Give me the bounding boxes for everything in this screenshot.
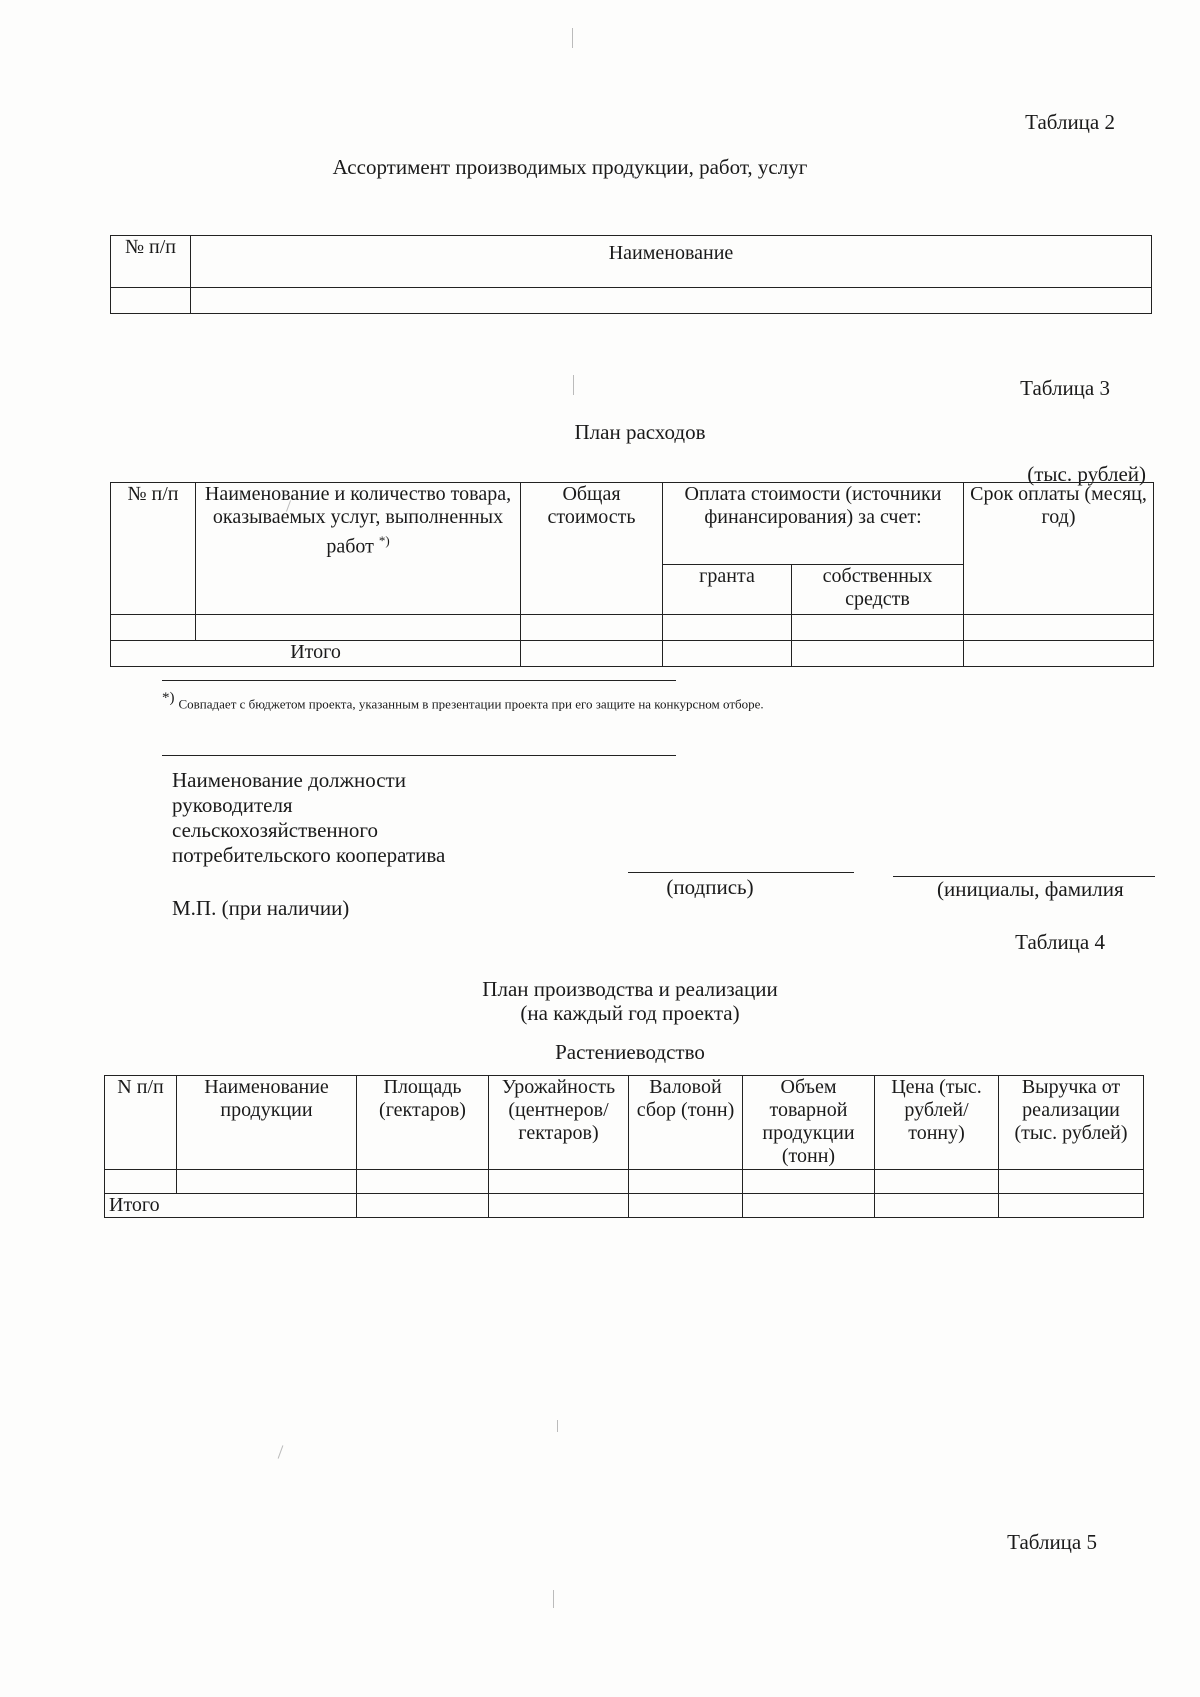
table2-title: Ассортимент производимых продукции, работ, услуг xyxy=(332,155,808,179)
footnote-marker: *) xyxy=(162,690,175,706)
table4-cell[interactable] xyxy=(999,1170,1144,1194)
footnote-separator xyxy=(162,680,676,681)
table3-cell[interactable] xyxy=(663,615,792,641)
position-line: сельскохозяйственного xyxy=(172,818,378,842)
table3-total-label: Итого xyxy=(111,641,521,667)
table4-total-cell[interactable] xyxy=(743,1194,875,1218)
table4-title xyxy=(430,977,830,1025)
stamp-label: М.П. (при наличии) xyxy=(172,896,350,920)
table2-cell-name[interactable] xyxy=(191,288,1152,314)
table4-header-yield: Урожайность (центнеров/ гектаров) xyxy=(489,1076,629,1170)
table4-title-line2: (на каждый год проекта) xyxy=(520,1001,740,1025)
table4-total-cell[interactable] xyxy=(357,1194,489,1218)
table3-unit: (тыс. рублей) xyxy=(1027,462,1146,486)
table2-assortment xyxy=(110,235,1152,314)
table2-header-name: Наименование xyxy=(191,236,1152,288)
signature-line[interactable] xyxy=(628,872,854,873)
table3-cell[interactable] xyxy=(111,615,196,641)
table4-cell[interactable] xyxy=(875,1170,999,1194)
table3-total-cell[interactable] xyxy=(792,641,964,667)
table4-header-number: N п/п xyxy=(105,1076,177,1170)
table3-cell[interactable] xyxy=(792,615,964,641)
table4-total-cell[interactable] xyxy=(629,1194,743,1218)
table3-header-number: № п/п xyxy=(111,483,196,615)
position-line: Наименование должности xyxy=(172,768,406,792)
table3-header-term: Срок оплаты (месяц, год) xyxy=(964,483,1154,615)
table3-header-total-cost: Общая стоимость xyxy=(521,483,663,615)
table3-total-cell[interactable] xyxy=(521,641,663,667)
table3-expense-plan xyxy=(110,482,1154,667)
footnote xyxy=(162,690,1062,713)
table4-total-cell[interactable] xyxy=(999,1194,1144,1218)
table4-subtitle: Растениеводство xyxy=(555,1040,705,1064)
position-title xyxy=(172,768,445,868)
signature-label: (подпись) xyxy=(666,875,754,899)
table4-cell[interactable] xyxy=(357,1170,489,1194)
table3-header-name-text: Наименование и количество товара, оказываемых услуг, выполненных работ xyxy=(204,483,512,558)
table4-header-revenue: Выручка от реализации (тыс. рублей) xyxy=(999,1076,1144,1170)
name-label: (инициалы, фамилия xyxy=(937,877,1124,901)
table4-header-price: Цена (тыс. рублей/ тонну) xyxy=(875,1076,999,1170)
position-line: потребительского кооператива xyxy=(172,843,446,867)
table4-cell[interactable] xyxy=(489,1170,629,1194)
table3-total-cell[interactable] xyxy=(663,641,792,667)
table4-header-commodity-volume: Объем товарной продукции (тонн) xyxy=(743,1076,875,1170)
table2-header-number: № п/п xyxy=(111,236,191,288)
table4-header-gross-harvest: Валовой сбор (тонн) xyxy=(629,1076,743,1170)
table4-production-plan xyxy=(104,1075,1144,1218)
table4-cell[interactable] xyxy=(177,1170,357,1194)
table4-cell[interactable] xyxy=(105,1170,177,1194)
table3-cell[interactable] xyxy=(964,615,1154,641)
table4-cell[interactable] xyxy=(743,1170,875,1194)
table4-label: Таблица 4 xyxy=(1015,930,1105,954)
table3-cell[interactable] xyxy=(521,615,663,641)
footnote-text: Совпадает с бюджетом проекта, указанным в презентации проекта при его защите на конкурсном отборе. xyxy=(178,696,764,712)
table3-header-payment: Оплата стоимости (источники финансирования) за счет: xyxy=(663,483,964,565)
table4-cell[interactable] xyxy=(629,1170,743,1194)
table4-total-label: Итого xyxy=(105,1194,357,1218)
table3-header-grant: гранта xyxy=(663,565,792,615)
signature-separator xyxy=(162,755,676,756)
table4-total-cell[interactable] xyxy=(875,1194,999,1218)
table2-cell-number[interactable] xyxy=(111,288,191,314)
table3-footnote-marker: *) xyxy=(378,533,390,548)
table3-label: Таблица 3 xyxy=(1020,376,1110,400)
table4-header-area: Площадь (гектаров) xyxy=(357,1076,489,1170)
table5-label: Таблица 5 xyxy=(1007,1530,1097,1554)
table2-label: Таблица 2 xyxy=(1025,110,1115,134)
table3-title: План расходов xyxy=(574,420,706,444)
table3-cell[interactable] xyxy=(196,615,521,641)
table4-header-product: Наименование продукции xyxy=(177,1076,357,1170)
table3-total-cell[interactable] xyxy=(964,641,1154,667)
table3-header-own-funds: собственных средств xyxy=(792,565,964,615)
table4-total-cell[interactable] xyxy=(489,1194,629,1218)
position-line: руководителя xyxy=(172,793,293,817)
table3-header-name xyxy=(196,483,521,615)
table4-title-line1: План производства и реализации xyxy=(482,977,778,1001)
